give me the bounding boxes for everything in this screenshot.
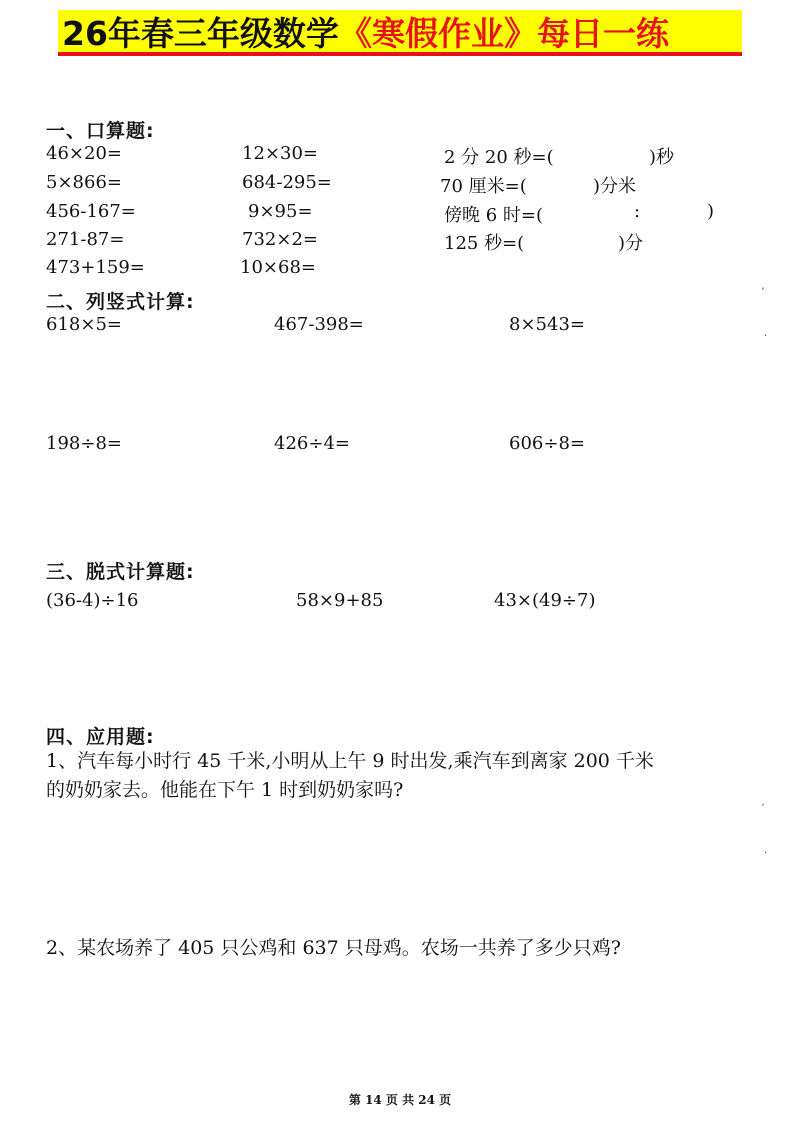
unit-conversion-right: )秒 bbox=[649, 147, 675, 168]
section-3-heading: 三、脱式计算题: bbox=[46, 561, 195, 583]
word-problem-1-line-2: 的奶奶家去。他能在下午 1 时到奶奶家吗? bbox=[46, 779, 404, 801]
vertical-calc-problem: 426÷4= bbox=[274, 433, 350, 454]
mixed-calc-problem: 58×9+85 bbox=[296, 590, 384, 611]
page-title-highlight: 《寒假作业》每日一练 bbox=[338, 13, 669, 53]
vertical-calc-problem: 606÷8= bbox=[509, 433, 585, 454]
section-1-heading: 一、口算题: bbox=[46, 120, 155, 142]
unit-conversion-left: 125 秒=( bbox=[444, 233, 525, 254]
oral-problem: 271-87= bbox=[46, 229, 125, 250]
vertical-calc-problem: 8×543= bbox=[509, 314, 585, 335]
vertical-calc-problem: 618×5= bbox=[46, 314, 122, 335]
word-problem-2: 2、某农场养了 405 只公鸡和 637 只母鸡。农场一共养了多少只鸡? bbox=[46, 937, 621, 959]
unit-conversion-left: 傍晚 6 时=( bbox=[444, 205, 543, 226]
page-title: 26年春三年级数学 bbox=[62, 13, 339, 53]
scan-speck: ʼ bbox=[761, 287, 765, 298]
vertical-calc-problem: 467-398= bbox=[274, 314, 364, 335]
unit-conversion-right: ) bbox=[707, 201, 715, 222]
oral-problem: 5×866= bbox=[46, 172, 122, 193]
oral-problem: 46×20= bbox=[46, 143, 122, 164]
page-title-banner bbox=[58, 10, 742, 56]
oral-problem: 732×2= bbox=[242, 229, 318, 250]
scan-speck: ʼ bbox=[761, 803, 765, 814]
oral-problem: 684-295= bbox=[242, 172, 332, 193]
section-2-heading: 二、列竖式计算: bbox=[46, 291, 195, 313]
oral-problem: 10×68= bbox=[240, 257, 316, 278]
section-4-heading: 四、应用题: bbox=[46, 726, 155, 748]
mixed-calc-problem: (36-4)÷16 bbox=[46, 590, 139, 611]
unit-conversion-left: 2 分 20 秒=( bbox=[444, 147, 554, 168]
oral-problem: 12×30= bbox=[242, 143, 318, 164]
unit-conversion-left: 70 厘米=( bbox=[440, 176, 527, 197]
word-problem-1-line-1: 1、汽车每小时行 45 千米,小明从上午 9 时出发,乘汽车到离家 200 千米 bbox=[46, 750, 654, 772]
vertical-calc-problem: 198÷8= bbox=[46, 433, 122, 454]
unit-conversion-right: )分米 bbox=[593, 176, 637, 197]
time-colon: : bbox=[634, 201, 641, 222]
oral-problem: 456-167= bbox=[46, 201, 136, 222]
unit-conversion-right: )分 bbox=[618, 233, 644, 254]
page-number: 第 14 页 共 24 页 bbox=[348, 1093, 452, 1107]
scan-speck: · bbox=[764, 848, 768, 859]
oral-problem: 473+159= bbox=[46, 257, 145, 278]
mixed-calc-problem: 43×(49÷7) bbox=[494, 590, 596, 611]
oral-problem: 9×95= bbox=[248, 201, 313, 222]
scan-speck: · bbox=[764, 331, 768, 342]
